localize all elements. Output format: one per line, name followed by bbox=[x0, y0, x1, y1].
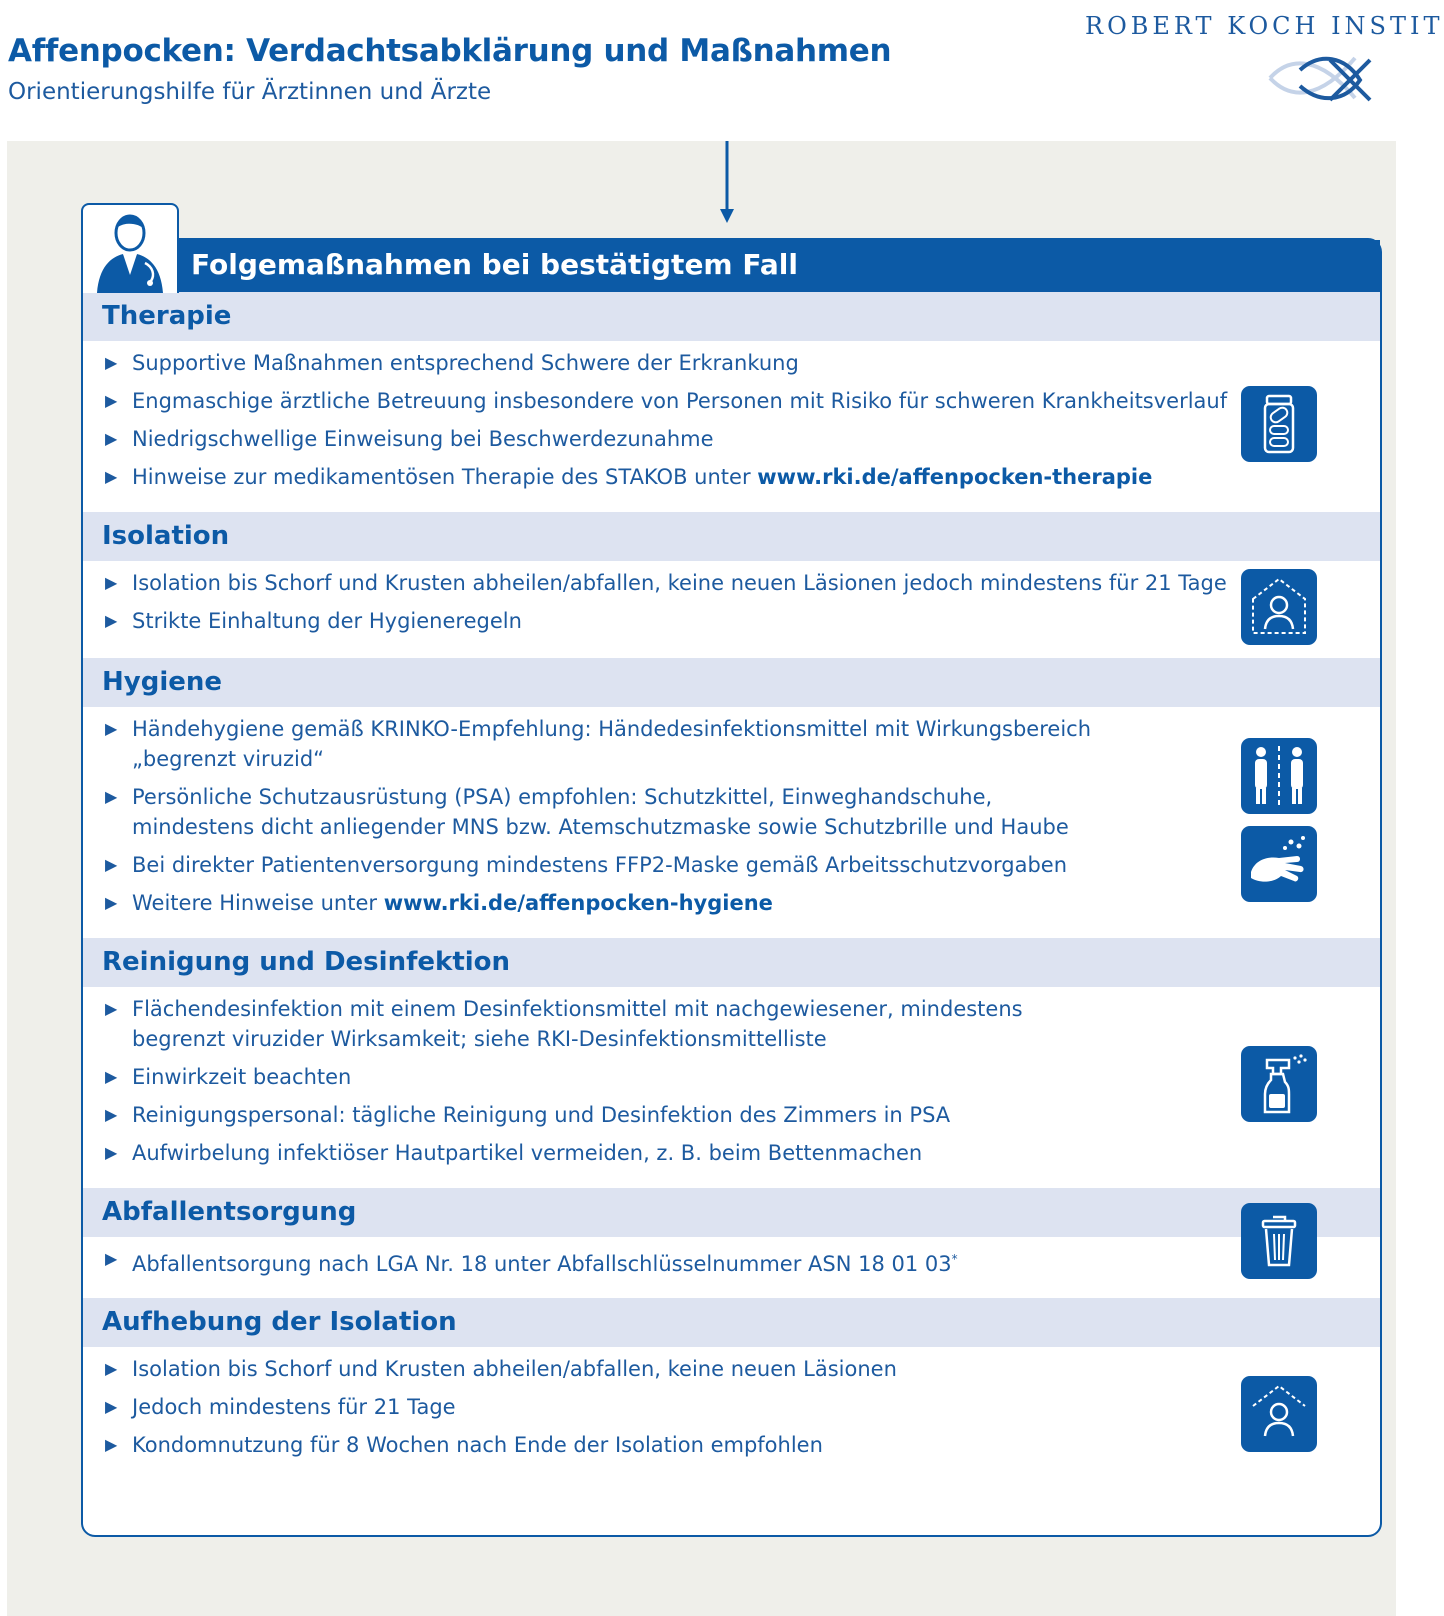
section-title: Therapie bbox=[102, 301, 232, 331]
list-item: ▶ Kondomnutzung für 8 Wochen nach Ende der Isolation empfohlen bbox=[105, 1430, 1255, 1460]
section-heading-hygiene bbox=[83, 658, 1380, 707]
trash-bin-icon-box bbox=[1241, 1203, 1317, 1279]
hygiene-list bbox=[105, 714, 1105, 926]
section-heading-reinigung bbox=[83, 938, 1380, 987]
medication-icon bbox=[1241, 386, 1317, 462]
section-title: Isolation bbox=[102, 521, 230, 551]
hand-disinfection-icon bbox=[1241, 826, 1317, 902]
hygiene-link[interactable]: www.rki.de/affenpocken-hygiene bbox=[383, 891, 773, 915]
spray-bottle-icon bbox=[1241, 1046, 1317, 1122]
protective-clothing-icon-box bbox=[1241, 738, 1317, 814]
house-person-icon bbox=[1241, 569, 1317, 645]
section-title: Aufhebung der Isolation bbox=[102, 1307, 457, 1337]
list-item: ▶ Persönliche Schutzausrüstung (PSA) empfohlen: Schutzkittel, Einweghandschuhe, mindestens dicht anliegender MNS bzw. Atemschutzmaske sowie Schutzbrille und Haube bbox=[105, 782, 1105, 842]
list-item bbox=[105, 888, 1105, 918]
list-item: ▶ Supportive Maßnahmen entsprechend Schwere der Erkrankung bbox=[105, 348, 1255, 378]
trash-bin-icon bbox=[1241, 1203, 1317, 1279]
card-header bbox=[83, 240, 1380, 292]
list-item-text: Hinweise zur medikamentösen Therapie des STAKOB unter bbox=[132, 465, 751, 489]
list-item: ▶ Isolation bis Schorf und Krusten abheilen/abfallen, keine neuen Läsionen jedoch mindestens für 21 Tage bbox=[105, 568, 1255, 598]
spray-bottle-icon-box bbox=[1241, 1046, 1317, 1122]
header bbox=[0, 0, 1444, 140]
footnote-mark: * bbox=[951, 1252, 958, 1266]
section-title: Hygiene bbox=[102, 667, 223, 697]
flow-arrow-icon bbox=[719, 141, 735, 225]
medication-icon-box bbox=[1241, 386, 1317, 462]
isolation-icon-box bbox=[1241, 569, 1317, 645]
section-heading-therapie bbox=[83, 292, 1380, 341]
doctor-icon bbox=[83, 205, 177, 293]
doctor-tab bbox=[81, 203, 179, 293]
therapie-link[interactable]: www.rki.de/affenpocken-therapie bbox=[757, 465, 1153, 489]
section-heading-abfall bbox=[83, 1188, 1380, 1237]
list-item: ▶ Engmaschige ärztliche Betreuung insbesondere von Personen mit Risiko für schweren Krankheitsverlauf bbox=[105, 386, 1255, 416]
list-item: ▶ Isolation bis Schorf und Krusten abheilen/abfallen, keine neuen Läsionen bbox=[105, 1354, 1255, 1384]
rki-logo-icon bbox=[1270, 50, 1380, 106]
section-title: Abfallentsorgung bbox=[102, 1197, 357, 1227]
logo-text: ROBERT KOCH INSTIT bbox=[1085, 12, 1444, 40]
card-title: Folgemaßnahmen bei bestätigtem Fall bbox=[191, 248, 798, 281]
page-title: Affenpocken: Verdachtsabklärung und Maßnahmen bbox=[8, 33, 892, 69]
therapie-list bbox=[105, 348, 1255, 500]
section-heading-aufhebung bbox=[83, 1298, 1380, 1347]
list-item: ▶ Aufwirbelung infektiöser Hautpartikel vermeiden, z. B. beim Bettenmachen bbox=[105, 1138, 1105, 1168]
list-item-text: Weitere Hinweise unter bbox=[132, 891, 378, 915]
section-title: Reinigung und Desinfektion bbox=[102, 947, 511, 977]
page-subtitle: Orientierungshilfe für Ärztinnen und Ärzte bbox=[8, 79, 492, 105]
list-item: ▶ Strikte Einhaltung der Hygieneregeln bbox=[105, 606, 1255, 636]
protective-clothing-icon bbox=[1241, 738, 1317, 814]
list-item: ▶ Flächendesinfektion mit einem Desinfektionsmittel mit nachgewiesener, mindestens begrenzt viruzider Wirksamkeit; siehe RKI-Desinfektionsmittelliste bbox=[105, 994, 1105, 1054]
list-item bbox=[105, 462, 1255, 492]
aufhebung-list bbox=[105, 1354, 1255, 1468]
hand-disinfection-icon-box bbox=[1241, 826, 1317, 902]
list-item: ▶ Händehygiene gemäß KRINKO-Empfehlung: Händedesinfektionsmittel mit Wirkungsbereich „begrenzt viruzid“ bbox=[105, 714, 1105, 774]
list-item-text: Abfallentsorgung nach LGA Nr. 18 unter Abfallschlüsselnummer ASN 18 01 03 bbox=[132, 1252, 952, 1276]
measures-card bbox=[81, 238, 1382, 1537]
house-person-icon bbox=[1241, 1376, 1317, 1452]
list-item bbox=[105, 1244, 1255, 1279]
reinigung-list bbox=[105, 994, 1105, 1176]
list-item: ▶ Jedoch mindestens für 21 Tage bbox=[105, 1392, 1255, 1422]
list-item: ▶ Reinigungspersonal: tägliche Reinigung und Desinfektion des Zimmers in PSA bbox=[105, 1100, 1105, 1130]
list-item: ▶ Einwirkzeit beachten bbox=[105, 1062, 1105, 1092]
list-item: ▶ Niedrigschwellige Einweisung bei Beschwerdezunahme bbox=[105, 424, 1255, 454]
aufhebung-icon-box bbox=[1241, 1376, 1317, 1452]
list-item: ▶ Bei direkter Patientenversorgung mindestens FFP2-Maske gemäß Arbeitsschutzvorgaben bbox=[105, 850, 1105, 880]
isolation-list bbox=[105, 568, 1255, 644]
section-heading-isolation bbox=[83, 512, 1380, 561]
abfall-list bbox=[105, 1244, 1255, 1287]
